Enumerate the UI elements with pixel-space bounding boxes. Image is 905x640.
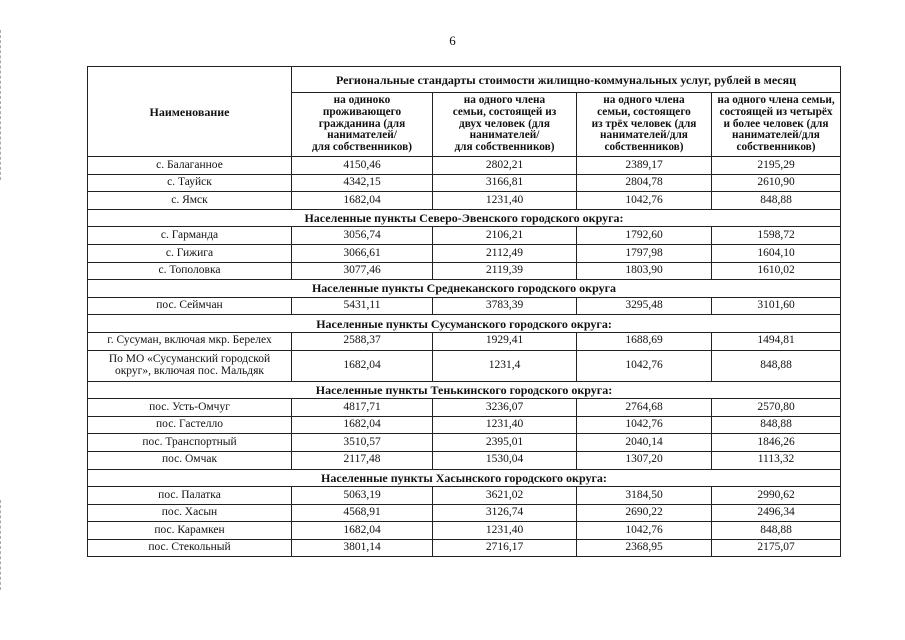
cost-v4: 2570,80	[712, 399, 841, 417]
table-row	[88, 539, 841, 557]
cost-v4: 848,88	[712, 522, 841, 540]
settlement-name: с. Ямск	[88, 192, 292, 210]
cost-v3: 1042,76	[577, 192, 712, 210]
cost-v4: 1846,26	[712, 434, 841, 452]
cost-v2: 2716,17	[433, 539, 577, 557]
scan-edge-mark	[0, 30, 5, 180]
scan-edge-mark	[0, 500, 5, 590]
table-row	[88, 350, 841, 381]
table-row	[88, 487, 841, 505]
column-header-single: на одиноко проживающего гражданина (для нанимателей/ для собственников)	[292, 93, 433, 157]
cost-v2: 1530,04	[433, 451, 577, 469]
page-number: 6	[449, 33, 456, 48]
section-title: Населенные пункты Хасынского городского округа:	[88, 469, 841, 487]
settlement-name: г. Сусуман, включая мкр. Берелех	[88, 332, 292, 350]
cost-v3: 1042,76	[577, 522, 712, 540]
section-title: Населенные пункты Северо-Эвенского городского округа:	[88, 209, 841, 227]
cost-v1: 4150,46	[292, 157, 433, 175]
cost-v1: 3801,14	[292, 539, 433, 557]
settlement-name: пос. Сеймчан	[88, 297, 292, 315]
table-row	[88, 399, 841, 417]
settlement-name: с. Гарманда	[88, 227, 292, 245]
cost-v2: 1231,40	[433, 416, 577, 434]
cost-v3: 3184,50	[577, 487, 712, 505]
cost-v3: 1042,76	[577, 416, 712, 434]
table-row	[88, 416, 841, 434]
cost-v2: 3166,81	[433, 174, 577, 192]
cost-v3: 2804,78	[577, 174, 712, 192]
settlement-name: пос. Карамкен	[88, 522, 292, 540]
settlement-name: пос. Омчак	[88, 451, 292, 469]
cost-v2: 3783,39	[433, 297, 577, 315]
cost-v1: 2588,37	[292, 332, 433, 350]
cost-v1: 5431,11	[292, 297, 433, 315]
column-header-two-persons: на одного члена семьи, состоящей из двух человек (для нанимателей/ для собственников)	[433, 93, 577, 157]
cost-v2: 3621,02	[433, 487, 577, 505]
section-row	[88, 469, 841, 487]
cost-v4: 3101,60	[712, 297, 841, 315]
table-row	[88, 434, 841, 452]
cost-v4: 1494,81	[712, 332, 841, 350]
table-row	[88, 157, 841, 175]
section-row	[88, 209, 841, 227]
cost-v2: 2119,39	[433, 262, 577, 280]
settlement-name: пос. Стекольный	[88, 539, 292, 557]
cost-v2: 3126,74	[433, 504, 577, 522]
table-body	[88, 157, 841, 557]
cost-v3: 2690,22	[577, 504, 712, 522]
cost-v4: 848,88	[712, 192, 841, 210]
settlement-name: пос. Транспортный	[88, 434, 292, 452]
settlement-name: пос. Хасын	[88, 504, 292, 522]
cost-v4: 1113,32	[712, 451, 841, 469]
column-header-three-persons: на одного члена семьи, состоящего из трёх человек (для нанимателей/для собственников)	[577, 93, 712, 157]
section-row	[88, 381, 841, 399]
cost-v4: 2990,62	[712, 487, 841, 505]
cost-v2: 3236,07	[433, 399, 577, 417]
settlement-name: с. Тауйск	[88, 174, 292, 192]
table-row	[88, 451, 841, 469]
cost-v2: 2395,01	[433, 434, 577, 452]
cost-v1: 1682,04	[292, 350, 433, 381]
cost-v2: 1231,40	[433, 522, 577, 540]
settlement-name: с. Тополовка	[88, 262, 292, 280]
cost-v2: 1231,4	[433, 350, 577, 381]
cost-v4: 1604,10	[712, 244, 841, 262]
cost-v1: 2117,48	[292, 451, 433, 469]
cost-v3: 3295,48	[577, 297, 712, 315]
cost-v3: 1797,98	[577, 244, 712, 262]
cost-v3: 2764,68	[577, 399, 712, 417]
settlement-name: с. Балаганное	[88, 157, 292, 175]
section-title: Населенные пункты Тенькинского городского округа:	[88, 381, 841, 399]
table-row	[88, 192, 841, 210]
cost-v4: 2175,07	[712, 539, 841, 557]
cost-v2: 1929,41	[433, 332, 577, 350]
table-row	[88, 504, 841, 522]
settlement-name: пос. Усть-Омчуг	[88, 399, 292, 417]
column-header-four-plus-persons: на одного члена семьи, состоящей из четырёх и более человек (для нанимателей/для собственников)	[712, 93, 841, 157]
cost-v1: 3510,57	[292, 434, 433, 452]
table-row	[88, 244, 841, 262]
cost-v3: 2368,95	[577, 539, 712, 557]
table-row	[88, 297, 841, 315]
section-row	[88, 280, 841, 298]
cost-v4: 2496,34	[712, 504, 841, 522]
cost-v1: 4568,91	[292, 504, 433, 522]
name-column-header: Наименование	[88, 67, 292, 157]
table-row	[88, 332, 841, 350]
settlement-name: По МО «Сусуманский городской округ», включая пос. Мальдяк	[88, 350, 292, 381]
cost-v4: 1598,72	[712, 227, 841, 245]
cost-v3: 1688,69	[577, 332, 712, 350]
cost-v1: 3056,74	[292, 227, 433, 245]
group-column-header: Региональные стандарты стоимости жилищно-коммунальных услуг, рублей в месяц	[292, 67, 841, 93]
cost-v4: 2610,90	[712, 174, 841, 192]
cost-v1: 1682,04	[292, 416, 433, 434]
cost-v1: 3077,46	[292, 262, 433, 280]
table-row	[88, 522, 841, 540]
cost-v1: 4817,71	[292, 399, 433, 417]
cost-v3: 2040,14	[577, 434, 712, 452]
cost-v2: 2106,21	[433, 227, 577, 245]
settlement-name: пос. Гастелло	[88, 416, 292, 434]
cost-v1: 4342,15	[292, 174, 433, 192]
cost-v1: 1682,04	[292, 522, 433, 540]
settlement-name: с. Гижига	[88, 244, 292, 262]
cost-v1: 5063,19	[292, 487, 433, 505]
cost-v4: 1610,02	[712, 262, 841, 280]
table-row	[88, 174, 841, 192]
cost-v2: 2112,49	[433, 244, 577, 262]
cost-v1: 1682,04	[292, 192, 433, 210]
cost-v2: 1231,40	[433, 192, 577, 210]
section-title: Населенные пункты Среднеканского городского округа	[88, 280, 841, 298]
cost-v3: 1042,76	[577, 350, 712, 381]
cost-v4: 2195,29	[712, 157, 841, 175]
table-row	[88, 227, 841, 245]
section-title: Населенные пункты Сусуманского городского округа:	[88, 315, 841, 333]
settlement-name: пос. Палатка	[88, 487, 292, 505]
cost-v3: 2389,17	[577, 157, 712, 175]
cost-v3: 1307,20	[577, 451, 712, 469]
tariff-table	[87, 66, 841, 557]
table-row	[88, 262, 841, 280]
cost-v1: 3066,61	[292, 244, 433, 262]
cost-v2: 2802,21	[433, 157, 577, 175]
cost-v4: 848,88	[712, 416, 841, 434]
section-row	[88, 315, 841, 333]
cost-v3: 1792,60	[577, 227, 712, 245]
cost-v4: 848,88	[712, 350, 841, 381]
cost-v3: 1803,90	[577, 262, 712, 280]
